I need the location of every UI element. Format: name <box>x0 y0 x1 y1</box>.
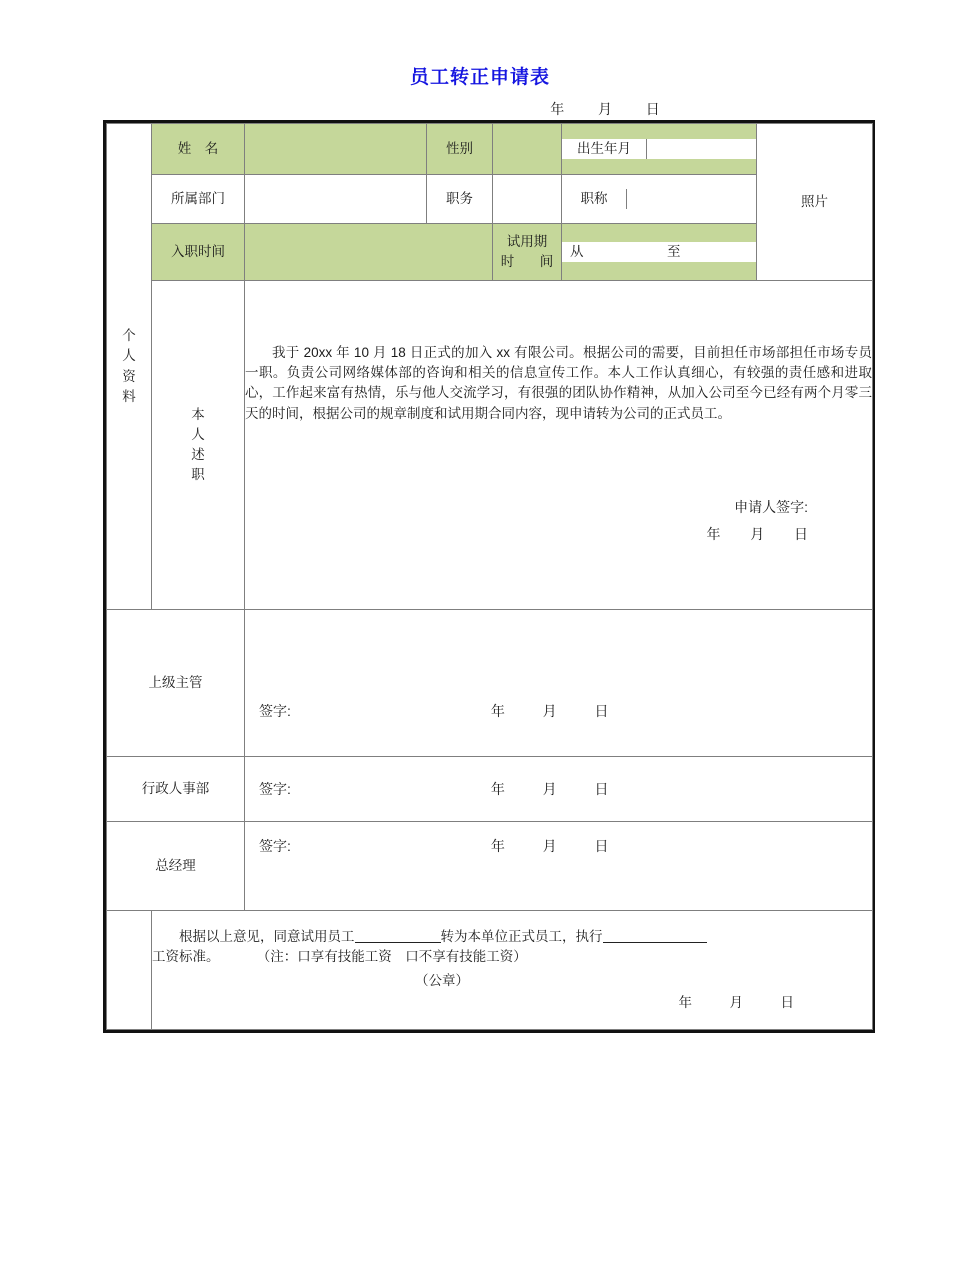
label-probation-line1: 试用期 <box>506 233 548 249</box>
hr-date-line <box>491 779 609 800</box>
top-date-line <box>0 99 960 119</box>
label-position: 职务 <box>427 175 493 224</box>
field-gender-value[interactable] <box>493 124 562 175</box>
approval-supervisor-inner <box>245 645 872 722</box>
label-title: 职称 <box>562 189 627 209</box>
approval-gm-line <box>259 836 872 857</box>
slabel-char-1: 本 <box>191 406 205 422</box>
slabel-char-4: 职 <box>191 467 205 483</box>
final-date-month: 月 <box>729 995 743 1011</box>
supervisor-date-year: 年 <box>490 702 505 719</box>
final-decision-line2 <box>152 947 872 967</box>
supervisor-date-month: 月 <box>542 702 557 719</box>
field-title-value[interactable] <box>627 189 757 209</box>
slabel-char-2: 人 <box>191 426 205 442</box>
label-gender: 性别 <box>427 124 493 175</box>
approval-gm-inner <box>245 822 872 857</box>
skill-salary-note: （注：口享有技能工资 口不享有技能工资） <box>263 948 527 964</box>
applicant-signature-label[interactable]: 申请人签字: <box>734 498 808 515</box>
photo-cell[interactable]: 照片 <box>757 124 873 281</box>
page-title: 员工转正申请表 <box>409 67 550 88</box>
applicant-date-line <box>706 521 808 548</box>
hr-date-day: 日 <box>594 780 609 797</box>
final-line1-part1: 根据以上意见，同意试用员工 <box>179 928 355 944</box>
salary-standard-blank[interactable] <box>603 928 707 943</box>
table-row-approval-gm <box>107 822 873 911</box>
vlabel-char-1: 个 <box>122 328 136 343</box>
field-birth-value[interactable] <box>647 139 757 159</box>
supervisor-date-line <box>491 701 609 722</box>
label-probation-from: 从 <box>562 242 659 262</box>
label-probation-line2: 时 间 <box>500 254 560 269</box>
applicant-date-year: 年 <box>706 525 721 542</box>
hr-date-month: 月 <box>542 780 557 797</box>
label-supervisor: 上级主管 <box>107 610 245 757</box>
approval-supervisor-body[interactable] <box>245 610 873 757</box>
statement-text: 我于 20xx 年 10 月 18 日正式的加入 xx 有限公司。根据公司的需要，目前担任市场部担任市场专员一职。负责公司网络媒体部的咨询和相关的信息宣传工作。本人工作认真细心，有较强的责任感和进取心，工作起来富有热情，乐与他人交流学习，有很强的团队协作精神，从加入公司至今已经有两个月零三天的时间，根据公司的规章制度和试用期合同内容，现申请转为公司的正式员工。 <box>245 344 872 421</box>
applicant-date-day: 日 <box>794 525 808 542</box>
label-birth-wrap <box>562 124 757 175</box>
final-date-day: 日 <box>780 995 794 1011</box>
top-date-day: 日 <box>645 101 660 117</box>
slabel-char-3: 述 <box>191 447 205 462</box>
field-probation-range[interactable] <box>562 224 757 281</box>
field-department-value[interactable] <box>245 175 427 224</box>
field-position-value[interactable] <box>493 175 562 224</box>
hr-signature-label[interactable]: 签字: <box>259 780 291 797</box>
label-hr-department: 行政人事部 <box>107 757 245 822</box>
final-date-line <box>152 993 872 1013</box>
table-row-approval-supervisor <box>107 610 873 757</box>
top-date-month: 月 <box>598 101 612 117</box>
field-name-value[interactable] <box>245 124 427 175</box>
vertical-label-personal-info <box>107 124 152 610</box>
approval-supervisor-line <box>259 701 872 722</box>
official-seal-label: （公章） <box>415 973 469 988</box>
employee-name-blank[interactable] <box>355 928 441 943</box>
label-entry-date: 入职时间 <box>152 224 245 281</box>
employee-confirmation-form <box>106 123 873 1030</box>
approval-hr-inner <box>245 779 872 800</box>
statement-cell[interactable] <box>245 281 873 610</box>
applicant-signature-block <box>245 494 872 547</box>
table-row-statement <box>107 281 873 610</box>
final-line1-part2: 转为本单位正式员工，执行 <box>440 928 603 944</box>
supervisor-date-day: 日 <box>594 702 609 719</box>
applicant-date-month: 月 <box>750 525 765 542</box>
table-row-name <box>107 124 873 175</box>
vlabel-char-2: 人 <box>122 348 136 364</box>
hr-date-year: 年 <box>490 780 505 797</box>
gm-date-month: 月 <box>542 838 557 854</box>
gm-date-day: 日 <box>594 838 609 854</box>
label-general-manager: 总经理 <box>107 822 245 911</box>
table-row-approval-hr <box>107 757 873 822</box>
table-row-final-decision <box>107 911 873 1030</box>
approval-hr-body[interactable] <box>245 757 873 822</box>
vlabel-char-4: 料 <box>122 388 136 404</box>
label-title-wrap <box>562 175 757 224</box>
label-probation-to: 至 <box>659 242 756 262</box>
form-table-frame <box>103 120 875 1033</box>
vertical-label-self-statement <box>152 281 245 610</box>
label-name: 姓 名 <box>152 124 245 175</box>
supervisor-signature-label[interactable]: 签字: <box>259 702 291 719</box>
final-date-year: 年 <box>678 995 692 1011</box>
final-decision-line1 <box>152 927 872 947</box>
gm-date-year: 年 <box>490 838 505 854</box>
approval-hr-line <box>259 779 872 800</box>
final-decision-spacer <box>107 911 152 1030</box>
vlabel-char-3: 资 <box>122 368 136 384</box>
approval-gm-body[interactable] <box>245 822 873 911</box>
top-date-year: 年 <box>550 101 565 117</box>
gm-date-line <box>491 836 609 857</box>
label-department: 所属部门 <box>152 175 245 224</box>
gm-signature-label[interactable]: 签字: <box>259 838 291 854</box>
final-line2-part1: 工资标准。 <box>152 948 220 964</box>
field-entry-date-value[interactable] <box>245 224 493 281</box>
label-probation-time <box>493 224 562 281</box>
final-decision-cell[interactable] <box>152 911 873 1030</box>
label-birth: 出生年月 <box>562 139 647 159</box>
